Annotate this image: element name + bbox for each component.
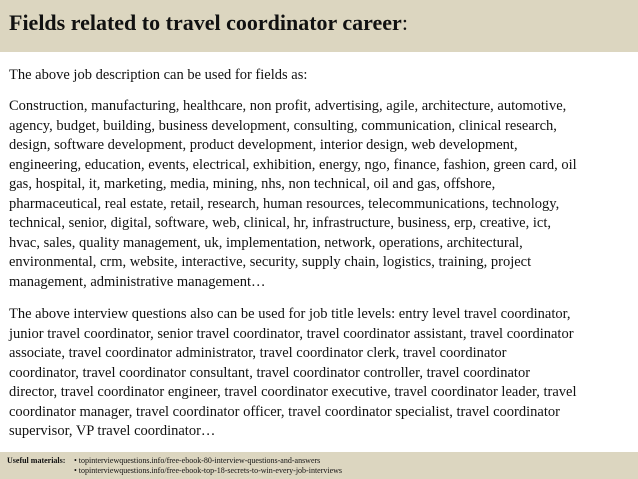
slide-title-text: Fields related to travel coordinator career [9, 10, 402, 35]
fields-line: pharmaceutical, real estate, retail, research, human resources, telecommunications, technology, [9, 195, 560, 212]
footer-label: Useful materials: [7, 456, 66, 465]
job-levels-line: supervisor, VP travel coordinator… [9, 423, 216, 439]
intro-text: The above job description can be used for fields as: [9, 67, 308, 83]
footer-link-ebook-18-secrets[interactable]: • topinterviewquestions.info/free-ebook-top-18-secrets-to-win-every-job-interviews [74, 466, 343, 475]
job-levels-line: coordinator, travel coordinator consultant, travel coordinator controller, travel coordinator [9, 364, 531, 381]
fields-line: design, software development, product development, interior design, web development, [9, 137, 518, 153]
job-levels-line: director, travel coordinator engineer, travel coordinator executive, travel coordinator leader, travel [9, 384, 577, 400]
slide-title-colon: : [401, 10, 408, 35]
job-levels-line: junior travel coordinator, senior travel coordinator, travel coordinator assistant, travel coordinator [9, 325, 574, 342]
fields-line: management, administrative management… [9, 273, 266, 290]
fields-line: technical, senior, digital, software, web, clinical, hr, infrastructure, business, erp, creative, ict, [9, 215, 551, 231]
slide-title [9, 10, 408, 36]
fields-paragraph [9, 97, 633, 292]
fields-line: engineering, education, events, electrical, exhibition, energy, ngo, finance, fashion, green card, oil [9, 156, 577, 173]
fields-line: environmental, crm, website, interactive, security, supply chain, logistics, training, project [9, 254, 532, 270]
job-levels-line: coordinator manager, travel coordinator officer, travel coordinator specialist, travel coordinator [9, 403, 560, 420]
job-levels-line: The above interview questions also can be used for job title levels: entry level travel coordinator, [9, 306, 571, 322]
footer-link-ebook-80-questions[interactable]: • topinterviewquestions.info/free-ebook-80-interview-questions-and-answers [74, 456, 321, 465]
fields-line: Construction, manufacturing, healthcare, non profit, advertising, agile, architecture, automotive, [9, 98, 567, 114]
fields-line: agency, budget, building, business development, consulting, communication, clinical research, [9, 117, 557, 134]
fields-line: gas, hospital, it, marketing, media, mining, nhs, non technical, oil and gas, offshore, [9, 176, 496, 192]
fields-line: hvac, sales, quality management, uk, implementation, network, operations, architectural, [9, 234, 523, 251]
job-levels-paragraph [9, 305, 633, 442]
job-levels-line: associate, travel coordinator administrator, travel coordinator clerk, travel coordinator [9, 345, 507, 361]
